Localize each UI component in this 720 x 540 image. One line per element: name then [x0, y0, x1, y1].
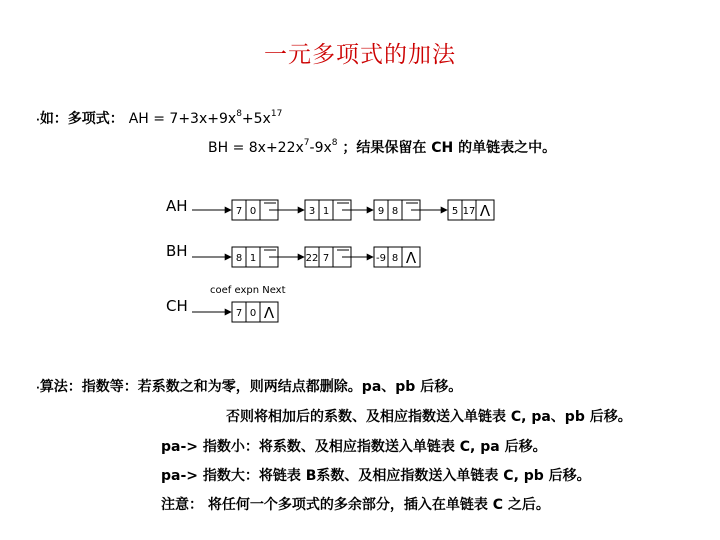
algorithm-line-5: 注意： 将任何一个多项式的多余部分，插入在单链表 C 之后。	[161, 497, 550, 513]
node-expn: 17	[462, 206, 476, 217]
node-coef: 3	[308, 206, 316, 217]
example-prefix: 如：多项式：	[39, 111, 124, 127]
list-label-bh: BH	[166, 242, 188, 260]
node-coef: 5	[451, 206, 459, 217]
algorithm-line-4: pa-> 指数大：将链表 B系数、及相应指数送入单链表 C, pb 后移。	[161, 468, 591, 484]
bh-result-note: ；结果保留在 CH 的单链表之中。	[342, 140, 557, 156]
algorithm-line-2: 否则将相加后的系数、及相应指数送入单链表 C, pa、pb 后移。	[226, 409, 632, 425]
node-expn: 0	[249, 206, 257, 217]
node-coef: 9	[377, 206, 385, 217]
algorithm-line-1: ·算法：指数等：若系数之和为零，则两结点都删除。pa、pb 后移。	[36, 379, 463, 395]
null-pointer-symbol: Λ	[405, 249, 417, 267]
node-expn: 8	[391, 206, 399, 217]
algorithm-line-3: pa-> 指数小：将系数、及相应指数送入单链表 C, pa 后移。	[161, 439, 547, 455]
node-expn: 0	[249, 308, 257, 319]
node-expn: 8	[391, 253, 399, 264]
node-coef: 7	[235, 206, 243, 217]
node-field-legend: coef expn Next	[210, 285, 286, 296]
node-coef: 22	[305, 253, 319, 264]
bullet-point: ·	[36, 383, 40, 394]
null-pointer-symbol: Λ	[263, 304, 275, 322]
node-coef: -9	[376, 253, 386, 264]
node-coef: 7	[235, 308, 243, 319]
bullet-point: ·	[36, 115, 40, 126]
ah-expression: AH = $7+3x+9x^8+5x^{17}$	[128, 109, 283, 127]
node-expn: 1	[322, 206, 330, 217]
bh-expression: BH = $8x+22x^7-9x^8$	[208, 138, 338, 156]
list-label-ah: AH	[166, 197, 188, 215]
list-label-ch: CH	[166, 297, 188, 315]
node-expn: 1	[249, 253, 257, 264]
node-expn: 7	[322, 253, 330, 264]
node-coef: 8	[235, 253, 243, 264]
page-title: 一元多项式的加法	[264, 42, 456, 68]
null-pointer-symbol: Λ	[479, 202, 491, 220]
